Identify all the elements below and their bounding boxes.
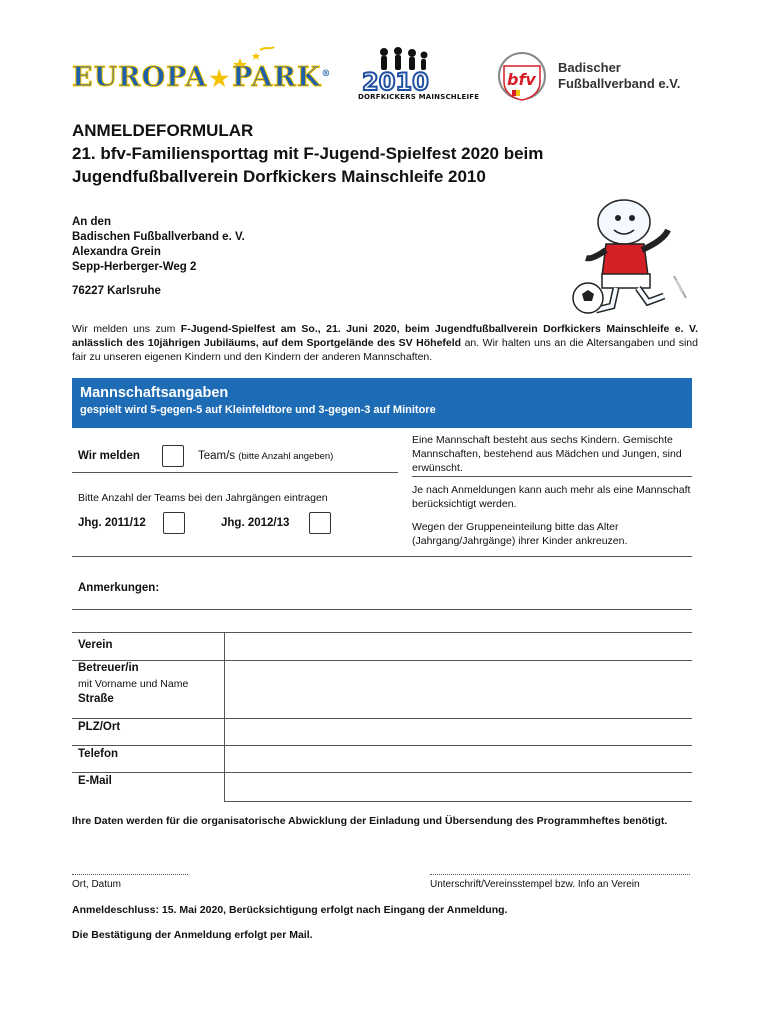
strasse-input[interactable] bbox=[226, 690, 690, 717]
registered-mark: ® bbox=[321, 69, 332, 79]
deadline-note: Anmeldeschluss: 15. Mai 2020, Berücksichtigung erfolgt nach Eingang der Anmeldung. bbox=[72, 904, 508, 916]
bfv-org-name: Badischer Fußballverband e.V. bbox=[558, 60, 681, 91]
privacy-note: Ihre Daten werden für die organisatorische Abwicklung der Einladung und Übersendung des Programmheftes benötigt. bbox=[72, 815, 668, 827]
recipient-address: An den Badischen Fußballverband e. V. Alexandra Grein Sepp-Herberger-Weg 2 bbox=[72, 216, 245, 273]
jhg-2011-12-box[interactable] bbox=[163, 512, 185, 534]
dk-year: 2010 bbox=[362, 68, 429, 92]
bfv-logo bbox=[494, 52, 704, 104]
divider bbox=[412, 476, 692, 477]
field-row-border bbox=[224, 801, 692, 802]
field-row-border bbox=[72, 772, 692, 773]
betreuer-input[interactable] bbox=[226, 662, 690, 689]
plz-ort-label: PLZ/Ort bbox=[78, 721, 121, 733]
signature-line[interactable] bbox=[430, 874, 690, 875]
note-age-group: Wegen der Gruppeneinteilung bitte das Alter (Jahrgang/Jahrgänge) ihrer Kinder ankreuzen. bbox=[412, 521, 628, 547]
section-title: Mannschaftsangaben bbox=[80, 385, 229, 401]
section-subtitle: gespielt wird 5-gegen-5 auf Kleinfeldtore und 3-gegen-3 auf Minitore bbox=[80, 404, 436, 416]
jahrgang-hint: Bitte Anzahl der Teams bei den Jahrgängen eintragen bbox=[78, 492, 328, 504]
betreuer-sublabel: mit Vorname und Name bbox=[78, 678, 189, 690]
form-title: ANMELDEFORMULAR 21. bfv-Familiensporttag mit F-Jugend-Spielfest 2020 beim Jugendfußballverein Dorfkickers Mainschleife 2010 bbox=[72, 121, 544, 186]
confirmation-note: Die Bestätigung der Anmeldung erfolgt per Mail. bbox=[72, 929, 313, 941]
intro-text: Wir melden uns zum F-Jugend-Spielfest am So., 21. Juni 2020, beim Jugendfußballverein Dorfkickers Mainschleife e. V. anlässlich des 10jährigen Jubiläums, auf dem Sportgelände des SV Höhefeld an. Wir halten uns an die Altersangaben und sind fair zu unseren eigenen Kindern und den Kindern der anderen Mannschaften. bbox=[72, 323, 698, 363]
anmerkungen-label: Anmerkungen: bbox=[78, 582, 160, 594]
betreuer-label: Betreuer/in bbox=[78, 662, 139, 674]
dorfkickers-logo bbox=[354, 46, 480, 104]
email-label: E-Mail bbox=[78, 775, 112, 787]
divider bbox=[72, 472, 398, 473]
wir-melden-label: Wir melden bbox=[78, 450, 140, 462]
teams-label: Team/s (bitte Anzahl angeben) bbox=[198, 450, 334, 462]
bfv-shield-icon bbox=[494, 52, 554, 104]
anmerkungen-line-1[interactable] bbox=[72, 609, 692, 610]
park-text: PARK bbox=[232, 62, 322, 93]
verein-input[interactable] bbox=[226, 634, 690, 659]
field-row-border bbox=[72, 632, 692, 633]
field-row-border bbox=[72, 745, 692, 746]
ort-datum-label: Ort, Datum bbox=[72, 879, 121, 890]
europa-park-logo bbox=[72, 44, 332, 102]
field-row-border bbox=[72, 660, 692, 661]
telefon-label: Telefon bbox=[78, 748, 119, 760]
field-row-border bbox=[72, 718, 692, 719]
plz-ort-input[interactable] bbox=[226, 720, 690, 744]
divider bbox=[72, 556, 692, 557]
jhg-2012-13-box[interactable] bbox=[309, 512, 331, 534]
dorfkickers-caption: DORFKICKERS MAINSCHLEIFE bbox=[358, 93, 480, 101]
players-silhouette-icon bbox=[354, 46, 446, 92]
jhg-2012-13-label: Jhg. 2012/13 bbox=[221, 517, 290, 529]
date-line[interactable] bbox=[72, 874, 188, 875]
mascot-illustration bbox=[566, 180, 691, 320]
note-multiple-teams: Je nach Anmeldungen kann auch mehr als eine Mannschaft berücksichtigt werden. bbox=[412, 484, 691, 510]
jhg-2011-12-label: Jhg. 2011/12 bbox=[78, 517, 146, 529]
field-column-divider bbox=[224, 632, 225, 801]
star-icon: ★ bbox=[209, 66, 231, 92]
europa-text: EUROPA bbox=[72, 62, 208, 93]
email-input[interactable] bbox=[226, 774, 690, 800]
teams-count-box[interactable] bbox=[162, 445, 184, 467]
verein-label: Verein bbox=[78, 639, 113, 651]
recipient-city: 76227 Karlsruhe bbox=[72, 285, 161, 297]
strasse-label: Straße bbox=[78, 693, 114, 705]
bfv-mark: bfv bbox=[507, 70, 536, 89]
unterschrift-label: Unterschrift/Vereinsstempel bzw. Info an Verein bbox=[430, 879, 640, 890]
note-team-size: Eine Mannschaft besteht aus sechs Kindern. Gemischte Mannschaften, bestehend aus Mädchen und Jungen, sind erwünscht. bbox=[412, 434, 682, 474]
section-header bbox=[72, 378, 692, 428]
telefon-input[interactable] bbox=[226, 747, 690, 771]
